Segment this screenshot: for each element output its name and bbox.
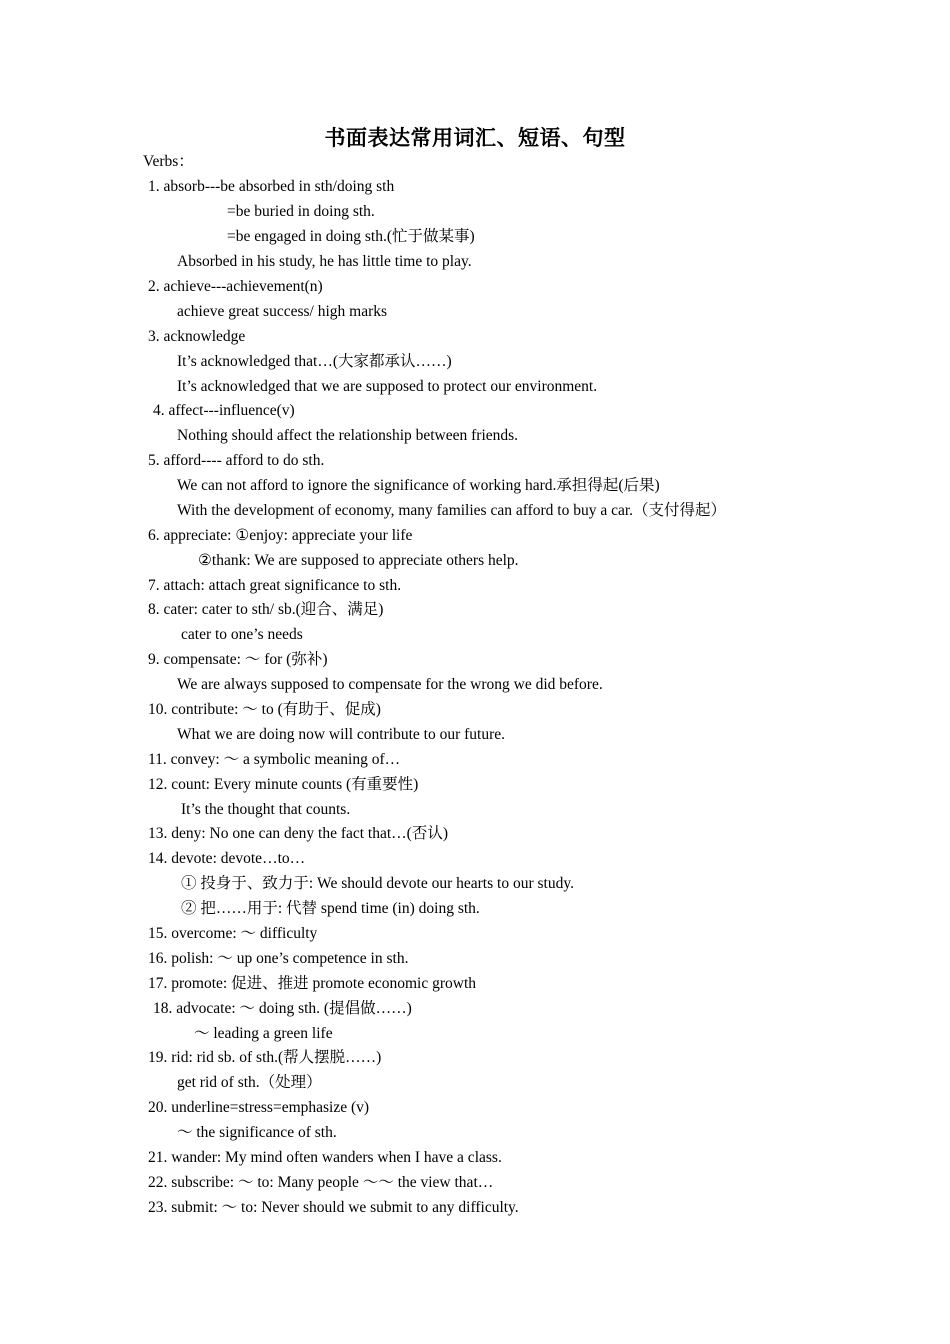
entry-line: 17. promote: 促进、推进 promote economic growth xyxy=(148,975,477,992)
entry-line: 19. rid: rid sb. of sth.(帮人摆脱……) xyxy=(148,1049,382,1066)
entry-line: 2. achieve---achievement(n) xyxy=(148,278,323,295)
entry-line: 23. submit: ～ to: Never should we submit to any difficulty. xyxy=(148,1199,519,1216)
entry-line: 12. count: Every minute counts (有重要性) xyxy=(148,776,419,793)
entry-line: 10. contribute: ～ to (有助于、促成) xyxy=(148,701,381,718)
example-line: ②thank: We are supposed to appreciate others help. xyxy=(198,552,519,569)
example-line: It’s acknowledged that we are supposed to protect our environment. xyxy=(177,378,598,395)
entry-line: 18. advocate: ～ doing sth. (提倡做……) xyxy=(153,1000,412,1017)
example-line: It’s acknowledged that…(大家都承认……) xyxy=(177,353,452,370)
entry-line: 1. absorb---be absorbed in sth/doing sth xyxy=(148,178,395,195)
example-line: We are always supposed to compensate for the wrong we did before. xyxy=(177,676,603,693)
example-line: ～ leading a green life xyxy=(194,1025,333,1042)
entry-line: 21. wander: My mind often wanders when I have a class. xyxy=(148,1149,502,1166)
entry-line: 15. overcome: ～ difficulty xyxy=(148,925,318,942)
example-line: We can not afford to ignore the significance of working hard.承担得起(后果) xyxy=(177,477,660,494)
section-heading: Verbs： xyxy=(143,153,194,170)
example-line: Absorbed in his study, he has little time to play. xyxy=(177,253,472,270)
entry-line: 20. underline=stress=emphasize (v) xyxy=(148,1099,370,1116)
example-line: get rid of sth.（处理） xyxy=(177,1074,322,1091)
example-line: It’s the thought that counts. xyxy=(181,801,351,818)
entry-line: 13. deny: No one can deny the fact that…(否认) xyxy=(148,825,449,842)
entry-line: 7. attach: attach great significance to sth. xyxy=(148,577,402,594)
entry-line: 3. acknowledge xyxy=(148,328,246,345)
example-line: Nothing should affect the relationship between friends. xyxy=(177,427,519,444)
example-line: With the development of economy, many families can afford to buy a car.（支付得起） xyxy=(177,502,727,519)
entry-line: 8. cater: cater to sth/ sb.(迎合、满足) xyxy=(148,601,384,618)
entry-line: 9. compensate: ～ for (弥补) xyxy=(148,651,328,668)
entry-line: =be buried in doing sth. xyxy=(227,203,375,220)
entry-line: 4. affect---influence(v) xyxy=(153,402,295,419)
example-line: ～ the significance of sth. xyxy=(177,1124,337,1141)
page-title: 书面表达常用词汇、短语、句型 xyxy=(324,126,626,150)
example-line: What we are doing now will contribute to our future. xyxy=(177,726,505,743)
entry-line: 11. convey: ～ a symbolic meaning of… xyxy=(148,751,401,768)
entry-line: 14. devote: devote…to… xyxy=(148,850,306,867)
entry-line: 22. subscribe: ～ to: Many people ～～ the view that… xyxy=(148,1174,494,1191)
example-line: cater to one’s needs xyxy=(181,626,303,643)
entry-line: 16. polish: ～ up one’s competence in sth. xyxy=(148,950,409,967)
entry-line: 6. appreciate: ①enjoy: appreciate your life xyxy=(148,527,413,544)
entry-line: =be engaged in doing sth.(忙于做某事) xyxy=(227,228,475,245)
entry-line: 5. afford---- afford to do sth. xyxy=(148,452,325,469)
example-line: ② 把……用于: 代替 spend time (in) doing sth. xyxy=(181,900,480,917)
example-line: ① 投身于、致力于: We should devote our hearts to our study. xyxy=(181,875,574,892)
example-line: achieve great success/ high marks xyxy=(177,303,388,320)
